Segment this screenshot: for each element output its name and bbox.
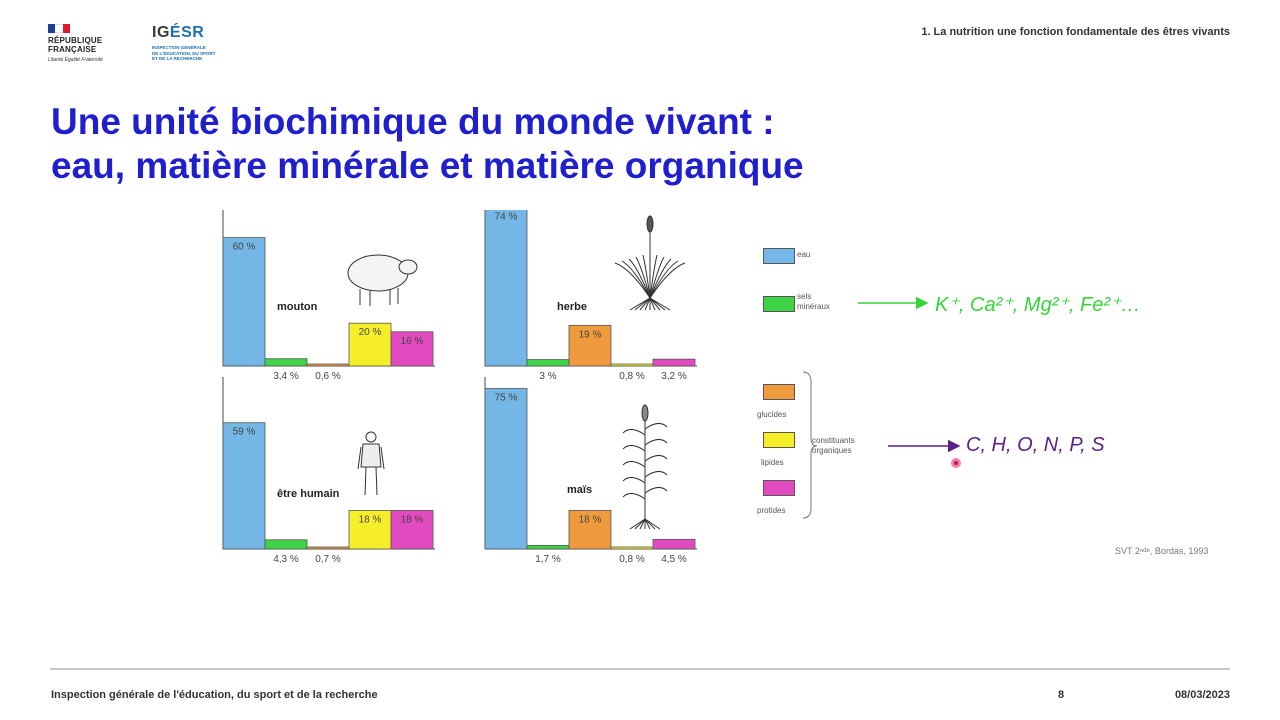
data-label: 75 %: [494, 392, 518, 404]
rf-line1: RÉPUBLIQUE: [48, 36, 103, 45]
series-name: mouton: [277, 301, 318, 313]
rf-motto: Liberté Égalité Fraternité: [48, 57, 103, 63]
footer-date: 08/03/2023: [1174, 689, 1230, 701]
data-label: 0,8 %: [619, 371, 645, 382]
legend-label-constituants-2: organiques: [812, 446, 852, 455]
series-name: herbe: [557, 301, 587, 313]
mineral-ions: K⁺, Ca²⁺, Mg²⁺, Fe²⁺…: [935, 294, 1141, 316]
series-name: maïs: [567, 484, 593, 496]
organic-brace: [803, 372, 817, 518]
footer-divider: [50, 668, 1230, 670]
legend-label-lipides: lipides: [761, 458, 784, 467]
igesr-logo: [152, 24, 252, 62]
data-label: 18 %: [578, 514, 602, 526]
data-label: 4,3 %: [273, 554, 299, 565]
slide-title-line1: Une unité biochimique du monde vivant :: [51, 101, 775, 142]
data-label: 0,8 %: [619, 554, 645, 565]
legend-label-constituants-1: constituants: [812, 436, 855, 445]
data-label: 60 %: [232, 241, 256, 253]
series-name: être humain: [277, 488, 340, 500]
data-label: 74 %: [494, 211, 518, 223]
ig-sub1: INSPECTION GÉNÉRALE: [152, 45, 206, 50]
ig-sub2: DE L'ÉDUCATION, DU SPORT: [152, 50, 216, 56]
data-label: 18 %: [358, 514, 382, 526]
legend-label-sels-1: sels: [797, 292, 812, 301]
legend-label-protides: protides: [757, 506, 786, 515]
ig-sub3: ET DE LA RECHERCHE: [152, 56, 203, 61]
data-label: 16 %: [400, 335, 424, 347]
composition-figure: [215, 210, 1250, 578]
data-label: 4,5 %: [661, 554, 687, 565]
ig-accent: ÉSR: [169, 24, 205, 41]
slide-title: [51, 100, 1151, 188]
data-label: 0,7 %: [315, 554, 341, 565]
data-label: 3 %: [539, 371, 557, 382]
data-label: 1,7 %: [535, 554, 561, 565]
republique-francaise-logo: [48, 24, 118, 63]
section-title: 1. La nutrition une fonction fondamentale des êtres vivants: [921, 26, 1230, 38]
data-label: 3,2 %: [661, 371, 687, 382]
rf-line2: FRANÇAISE: [48, 45, 97, 54]
data-label: 0,6 %: [315, 371, 341, 382]
data-label: 3,4 %: [273, 371, 299, 382]
citation: SVT 2ⁿᵈᵉ, Bordas, 1993: [1115, 546, 1209, 556]
page-number: 8: [1058, 689, 1065, 701]
footer-organization: Inspection générale de l'éducation, du sport et de la recherche: [51, 689, 378, 701]
data-label: 19 %: [578, 329, 602, 341]
legend-label-glucides: glucides: [757, 410, 787, 419]
organic-elements: C, H, O, N, P, S: [966, 434, 1105, 456]
data-label: 18 %: [400, 514, 424, 526]
arrows: [215, 210, 1250, 578]
slide-title-line2: eau, matière minérale et matière organique: [51, 145, 804, 186]
data-label: 59 %: [232, 426, 256, 438]
ig-prefix: IG: [152, 24, 170, 41]
french-flag-icon: [48, 24, 70, 33]
pointer-dot-core: [954, 461, 958, 465]
legend-label-eau: eau: [797, 250, 811, 259]
legend-label-sels-2: minéraux: [797, 302, 830, 311]
data-label: 20 %: [358, 327, 382, 339]
